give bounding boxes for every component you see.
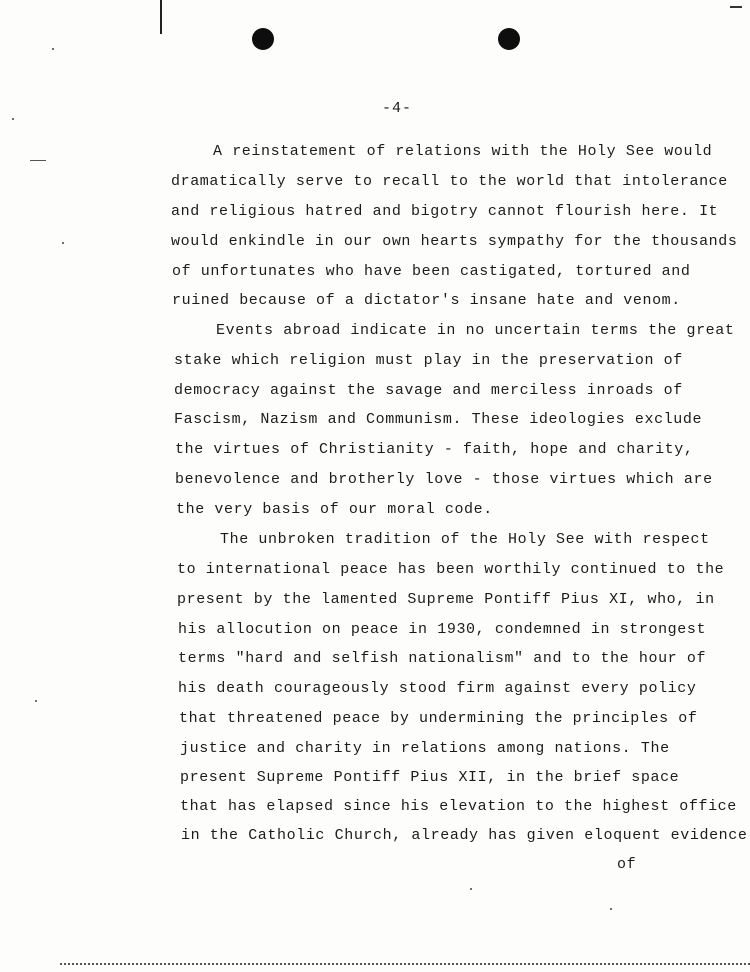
- body-text-line: terms "hard and selfish nationalism" and to the hour of: [178, 650, 707, 667]
- scan-bottom-edge: [60, 963, 750, 965]
- scan-speck: [52, 48, 54, 50]
- body-text-line: Fascism, Nazism and Communism. These ideologies exclude: [174, 411, 703, 428]
- punch-hole-left: [252, 28, 274, 50]
- body-text-line: present by the lamented Supreme Pontiff Pius XI, who, in: [177, 591, 715, 608]
- scan-speck: [470, 888, 472, 890]
- scan-margin-mark: [160, 0, 162, 34]
- body-text-line: in the Catholic Church, already has given eloquent evidence: [181, 827, 748, 844]
- body-text-line: The unbroken tradition of the Holy See with respect: [220, 531, 710, 548]
- scan-speck: [12, 118, 14, 120]
- body-text-line: justice and charity in relations among nations. The: [180, 740, 670, 757]
- body-text-line: the virtues of Christianity - faith, hope and charity,: [175, 441, 694, 458]
- body-text-line: ruined because of a dictator's insane hate and venom.: [172, 292, 681, 309]
- body-text-line: and religious hatred and bigotry cannot flourish here. It: [171, 203, 719, 220]
- body-text-line: the very basis of our moral code.: [176, 501, 493, 518]
- scan-speck: [610, 908, 612, 910]
- body-text-line: stake which religion must play in the preservation of: [174, 352, 683, 369]
- body-text-line: benevolence and brotherly love - those virtues which are: [175, 471, 713, 488]
- scan-left-dash: [30, 160, 46, 161]
- body-text-line: that threatened peace by undermining the principles of: [179, 710, 698, 727]
- body-text-line: democracy against the savage and merciless inroads of: [174, 382, 683, 399]
- scan-corner-mark: [730, 6, 742, 8]
- body-text-line: that has elapsed since his elevation to the highest office: [180, 798, 737, 815]
- catchword: of: [617, 856, 637, 873]
- body-text-line: Events abroad indicate in no uncertain terms the great: [216, 322, 735, 339]
- body-text-line: to international peace has been worthily continued to the: [177, 561, 725, 578]
- scan-speck: [62, 242, 64, 244]
- body-text-line: would enkindle in our own hearts sympathy for the thousands: [171, 233, 738, 250]
- body-text-line: his death courageously stood firm against every policy: [178, 680, 697, 697]
- body-text-line: dramatically serve to recall to the world that intolerance: [171, 173, 728, 190]
- punch-hole-right: [498, 28, 520, 50]
- body-text-line: A reinstatement of relations with the Holy See would: [213, 143, 713, 160]
- scan-speck: [35, 700, 37, 702]
- body-text-line: his allocution on peace in 1930, condemned in strongest: [178, 621, 707, 638]
- body-text-line: of unfortunates who have been castigated, tortured and: [172, 263, 691, 280]
- page-number: -4-: [382, 100, 413, 117]
- body-text-line: present Supreme Pontiff Pius XII, in the brief space: [180, 769, 680, 786]
